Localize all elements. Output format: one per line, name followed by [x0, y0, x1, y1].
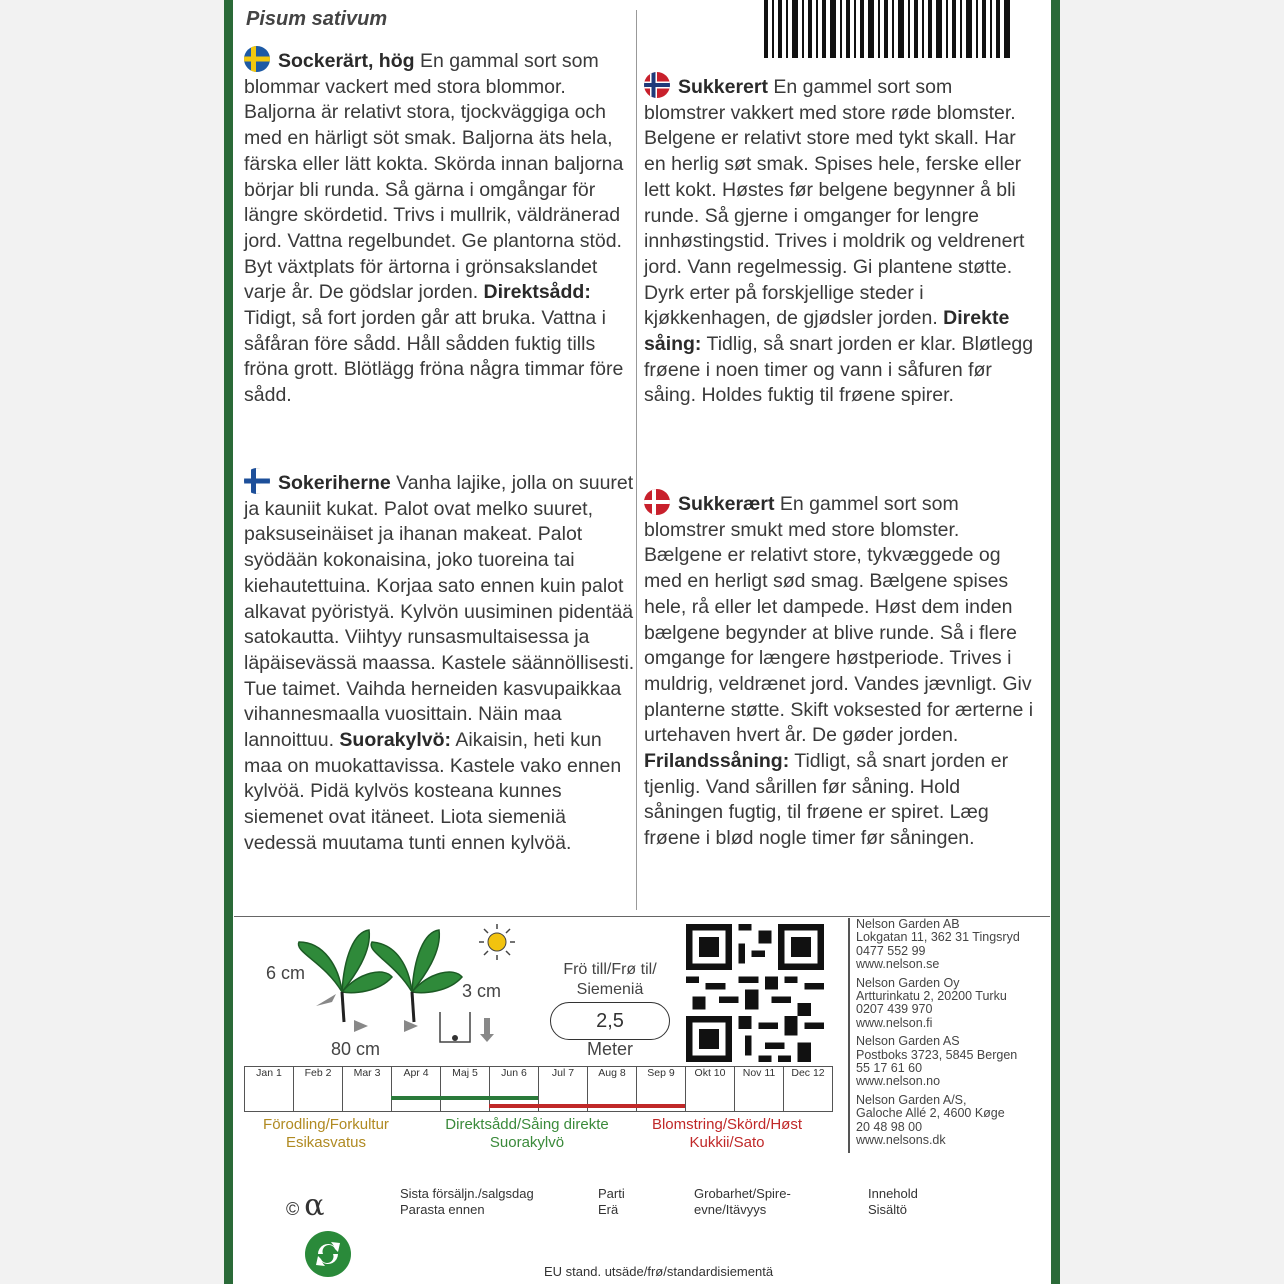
between-rows-label: 80 cm: [331, 1039, 381, 1059]
left-green-stripe: [224, 0, 233, 1284]
calendar-month: Apr 4: [392, 1067, 441, 1112]
seed-amount-unit: Meter: [586, 1039, 633, 1059]
field-batch: Parti Erä: [598, 1186, 625, 1217]
denmark-flag-icon: [644, 489, 670, 515]
company-address: Nelson Garden AB Lokgatan 11, 362 31 Tingsryd 0477 552 99 www.nelson.se: [856, 917, 1020, 972]
finnish-desc: Vanha lajike, jolla on suuret ja kauniit kukat. Palot ovat melko suuret, paksuseinäiset ja ihanan makeat. Palot syödään kokonaisina, joko tuoreina tai kiehautettuina. Korjaa sato ennen kuin palot alkavat pyöristyä. Kylvön uusiminen pidentää satokautta. Viihtyy runsasmultaisessa ja läpäisevässä maassa. Kastele säännöllisesti. Tue taimet. Vaihda herneiden kasvupaikkaa vihannesmaalla vuosittain. Näin maa lannoittuu.: [244, 472, 635, 752]
norwegian-sow-text: Tidlig, så snart jorden er klar. Bløtlegg frøene i noen timer og vann i såfuren før såing. Holdes fuktig til frøene spirer.: [644, 333, 1034, 407]
danish-text: [644, 489, 1036, 852]
finnish-sow-label: Suorakylvö:: [339, 729, 452, 752]
calendar-month: Maj 5: [441, 1067, 490, 1112]
legend-pre-text: Förodling/Forkultur Esikasvatus: [263, 1116, 389, 1151]
calendar-month: Nov 11: [735, 1067, 784, 1112]
legend-direct-text: Direktsådd/Såing direkte Suorakylvö: [445, 1116, 609, 1151]
right-green-stripe: [1051, 0, 1060, 1284]
sweden-flag-icon: [244, 46, 270, 72]
finnish-sow-text: Aikaisin, heti kun maa on muokattavissa. Kastele vako ennen kylvöä. Pidä kylvös kosteana kunnes siemenet ovat itäneet. Liota siemeniä vedessä muutama tunti ennen kylvöä.: [244, 729, 622, 854]
swedish-sow-text: Tidigt, så fort jorden går att bruka. Vattna i såfåran före sådd. Håll sådden fuktig tills fröna grott. Blötlägg fröna några timmar före sådd.: [244, 307, 624, 407]
calendar-month: Jul 7: [539, 1067, 588, 1112]
depth-label: 3 cm: [462, 981, 502, 1001]
field-contents: Innehold Sisältö: [868, 1186, 918, 1217]
calendar-month: Feb 2: [294, 1067, 343, 1112]
company-address: Nelson Garden A/S, Galoche Allé 2, 4600 Køge 20 48 98 00 www.nelsons.dk: [856, 1092, 1005, 1148]
finnish-text: [244, 468, 636, 857]
field-germination: Grobarhet/Spire- evne/Itävyys: [694, 1186, 791, 1217]
swedish-text: [244, 46, 636, 409]
seed-amount-label-2: Siemeniä: [576, 981, 644, 998]
calendar-period-bar: [489, 1104, 685, 1108]
row-spacing-label: 6 cm: [266, 963, 306, 983]
company-address: Nelson Garden AS Postboks 3723, 5845 Bergen 55 17 61 60 www.nelson.no: [856, 1034, 1018, 1089]
norway-flag-icon: [644, 72, 670, 98]
legend-harvest: [632, 1116, 822, 1152]
field-sales-date: Sista försäljn./salgsdag Parasta ennen: [400, 1186, 534, 1217]
seed-packet-back: [224, 0, 1060, 1284]
recycle-icon: [304, 1230, 352, 1278]
barcode: [764, 0, 1012, 58]
sun-icon: [479, 924, 515, 960]
company-addresses: [848, 918, 1020, 1153]
footer-symbols: [286, 1188, 325, 1223]
calendar-month: Jan 1: [245, 1067, 294, 1112]
norwegian-title: Sukkerert: [678, 76, 768, 98]
legend-harvest-text: Blomstring/Skörd/Høst Kukkii/Sato: [651, 1116, 803, 1151]
calendar-month: Sep 9: [637, 1067, 686, 1112]
calendar-period-bar: [391, 1096, 538, 1100]
danish-sow-text: Tidligt, så snart jorden er tjenlig. Vand sårillen før såning. Hold såningen fugtig, til frøene er spiret. Læg frøene i blød nogle timer før såningen.: [644, 750, 1009, 850]
calendar-month: Dec 12: [784, 1067, 833, 1112]
norwegian-text: [644, 72, 1036, 409]
alpha-symbol: α: [304, 1188, 325, 1223]
column-divider: [636, 10, 637, 910]
seed-amount-label-1: Frö till/Frø til/: [563, 961, 657, 978]
norwegian-desc: En gammel sort som blomstrer vakkert med store røde blomster. Belgene er relativt store med tykt skall. Har en herlig søt smak. Spises hele, ferske eller lett kokt. Høstes før belgene begynner å bli runde. Så gjerne i omganger for lengre innhøstingstid. Trives i moldrik og veldrenert jord. Vann regelmessig. Gi plantene støtte. Dyrk erter på forskjellige steder i kjøkkenhagen, de gjødsler jorden.: [644, 76, 1025, 330]
latin-name: Pisum sativum: [246, 8, 388, 30]
depth-icon: [440, 1012, 494, 1042]
calendar-month: Jun 6: [490, 1067, 539, 1112]
calendar-month: Aug 8: [588, 1067, 637, 1112]
swedish-desc: En gammal sort som blommar vackert med stora blommor. Baljorna är relativt stora, tjockväggiga och med en härligt söt smak. Baljorna äts hela, färska eller lätt kokta. Skörda innan baljorna börjar bli runda. Så gärna i omgångar för längre skördetid. Trivs i mullrik, väldränerad jord. Vattna regelbundet. Ge plantorna stöd. Byt växtplats för ärtorna i grönsakslandet varje år. De gödslar jorden.: [244, 50, 624, 304]
calendar-month: Mar 3: [343, 1067, 392, 1112]
legend-direct-sowing: [424, 1116, 630, 1152]
qr-code: [686, 924, 824, 1062]
finnish-title: Sokeriherne: [278, 472, 391, 494]
copyright-symbol: ©: [286, 1199, 300, 1219]
calendar-month: Okt 10: [686, 1067, 735, 1112]
danish-desc: En gammel sort som blomstrer smukt med store blomster. Bælgene er relativt store, tykvæggede og med en herligt sød smag. Bælgene spises hele, rå eller let dampede. Høst dem inden bælgene begynder at blive runde. Så i flere omgange for længere høstperiode. Trives i muldrig, veldrænet jord. Vandes jævnligt. Giv planterne støtte. Skift voksested for ærterne i urtehaven hvert år. De gøder jorden.: [644, 493, 1034, 747]
norwegian-sow-label: Direkte såing:: [644, 307, 1010, 356]
swedish-sow-label: Direktsådd:: [483, 281, 591, 304]
swedish-title: Sockerärt, hög: [278, 50, 415, 72]
seed-amount-value: 2,5: [550, 1002, 670, 1040]
danish-title: Sukkerært: [678, 493, 775, 515]
legend-pre-cultivation: [246, 1116, 406, 1152]
danish-sow-label: Frilandssåning:: [644, 750, 790, 773]
finland-flag-icon: [244, 468, 270, 494]
eu-standard: EU stand. utsäde/frø/standardisiementä: [544, 1264, 774, 1279]
company-address: Nelson Garden Oy Artturinkatu 2, 20200 Turku 0207 439 970 www.nelson.fi: [856, 975, 1007, 1030]
